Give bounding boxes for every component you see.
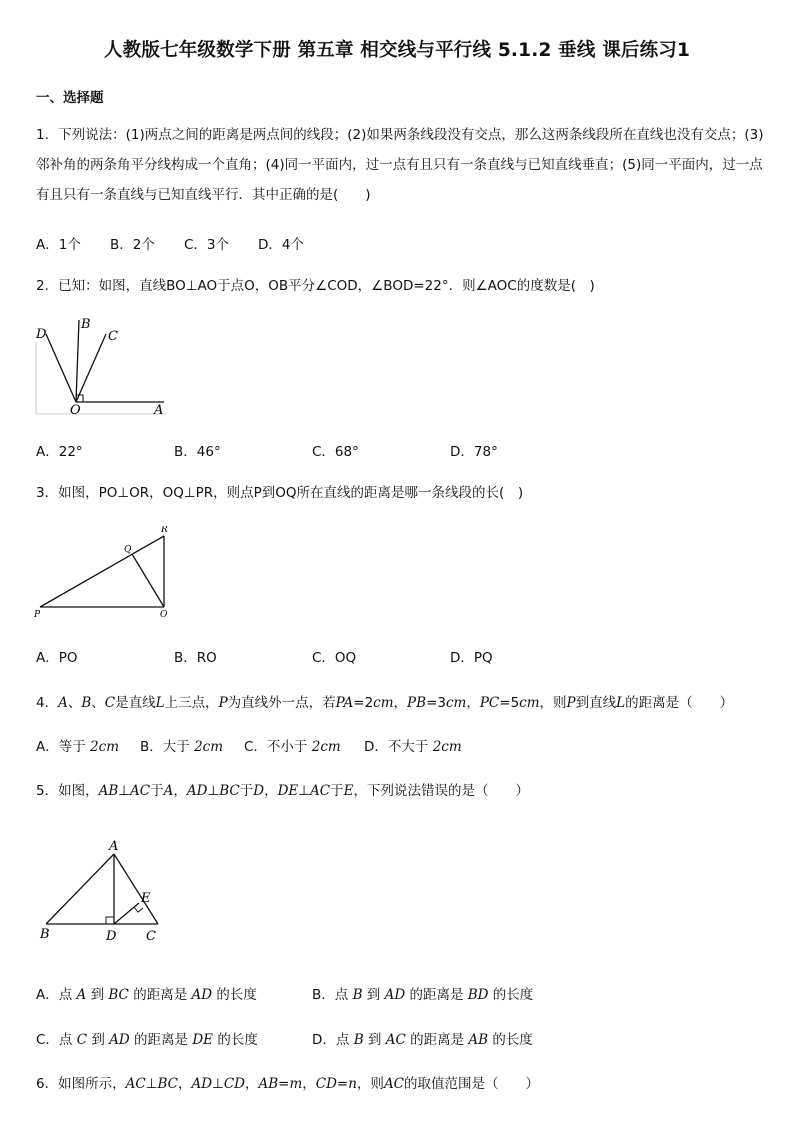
q5-label-b: B: [40, 927, 50, 942]
q2-option-b: B．46°: [174, 444, 221, 460]
q5-segment-de: [114, 903, 139, 924]
question-2-text: 2．已知：如图，直线BO⊥AO于点O，OB平分∠COD，∠BOD=22°．则∠AOC的度数是( ): [36, 278, 595, 294]
q2-label-d: D: [36, 327, 47, 342]
q3-label-r: R: [161, 526, 168, 535]
q5-label-e: E: [141, 891, 151, 906]
question-4-text: 4．A、B、C是直线L上三点，P为直线外一点，若PA=2cm，PB=3cm，PC=5cm，则P到直线L的距离是（ ）: [36, 695, 734, 711]
q2-label-a: A: [154, 403, 164, 418]
question-6-text: 6．如图所示，AC⊥BC，AD⊥CD，AB=m，CD=n，则AC的取值范围是（ ）: [36, 1076, 540, 1092]
q5-option-b: B．点 B 到 AD 的距离是 BD 的长度: [312, 987, 534, 1003]
q2-figure: [34, 312, 174, 418]
q3-label-p: P: [34, 610, 41, 620]
question-3-text: 3．如图，PO⊥OR，OQ⊥PR，则点P到OQ所在直线的距离是哪一条线段的长( ): [36, 485, 524, 501]
q4-option-d: D．不大于 2cm: [364, 739, 462, 755]
q3-figure: [34, 526, 174, 621]
q3-label-q: Q: [124, 545, 132, 555]
q2-label-o: O: [70, 403, 81, 418]
q1-option-d: D．4个: [258, 237, 304, 253]
q2-label-c: C: [108, 329, 118, 344]
q2-label-b: B: [81, 317, 91, 332]
q1-option-b: B．2个: [110, 237, 155, 253]
q5-right-angle-e: [134, 907, 143, 912]
q2-ray-od: [46, 334, 76, 402]
q2-ray-ob: [76, 320, 79, 402]
question-5-text: 5．如图，AB⊥AC于A，AD⊥BC于D，DE⊥AC于E，下列说法错误的是（ ）: [36, 783, 529, 799]
q5-figure: [34, 838, 169, 946]
q3-option-b: B．RO: [174, 650, 217, 666]
section-heading: 一、选择题: [36, 90, 104, 106]
q2-option-d: D．78°: [450, 444, 498, 460]
q5-option-a: A．点 A 到 BC 的距离是 AD 的长度: [36, 987, 257, 1003]
q2-ray-oc: [76, 334, 106, 402]
q1-option-a: A．1个: [36, 237, 81, 253]
q3-option-d: D．PQ: [450, 650, 493, 666]
q3-option-a: A．PO: [36, 650, 78, 666]
q5-label-a: A: [109, 839, 119, 854]
q3-segment-oq: [132, 554, 164, 607]
q4-option-c: C．不小于 2cm: [244, 739, 341, 755]
q5-option-d: D．点 B 到 AC 的距离是 AB 的长度: [312, 1032, 533, 1048]
q5-label-c: C: [146, 929, 156, 944]
q1-option-c: C．3个: [184, 237, 230, 253]
q2-option-a: A．22°: [36, 444, 83, 460]
q5-segment-ac: [114, 854, 158, 924]
q3-option-c: C．OQ: [312, 650, 357, 666]
q5-option-c: C．点 C 到 AD 的距离是 DE 的长度: [36, 1032, 258, 1048]
question-1-text: 1．下列说法：(1)两点之间的距离是两点间的线段；(2)如果两条线段没有交点，那么这两条线段所在直线也没有交点；(3)邻补角的两条角平分线构成一个直角；(4)同一平面内，过一点有且只有一条直线与已知直线垂直；(5)同一平面内，过一点有且只有一条直线与已知直线平行．其中正确的是( ): [36, 127, 764, 203]
q2-option-c: C．68°: [312, 444, 359, 460]
q5-right-angle-d: [106, 917, 114, 924]
q5-label-d: D: [106, 929, 117, 944]
q4-option-a: A．等于 2cm: [36, 739, 120, 755]
q3-segment-pr: [40, 536, 164, 607]
q3-label-o: O: [160, 610, 168, 620]
q4-option-b: B．大于 2cm: [140, 739, 224, 755]
page-title: 人教版七年级数学下册 第五章 相交线与平行线 5.1.2 垂线 课后练习1: [103, 40, 691, 61]
q5-segment-ab: [46, 854, 114, 924]
